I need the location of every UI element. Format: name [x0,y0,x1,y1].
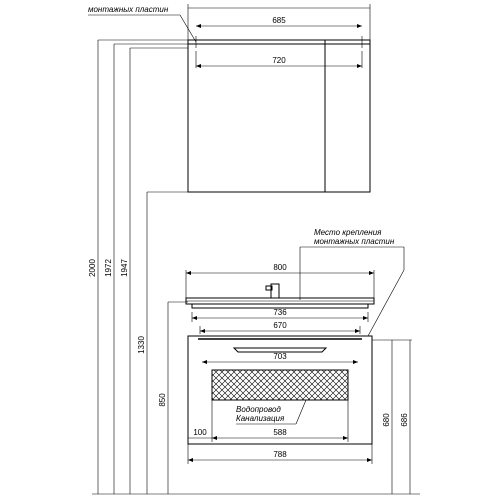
dim-670: 670 [273,321,287,330]
dim-686: 686 [400,413,409,427]
dimension-703 [202,352,358,364]
callout-mount-line1: Место крепления [314,228,382,237]
right-height-dimensions [372,340,412,494]
dim-1330: 1330 [137,336,146,354]
dim-2000: 2000 [88,259,97,277]
dim-680: 680 [382,413,391,427]
dim-850: 850 [158,393,167,407]
dim-685: 685 [272,16,286,25]
callout-top-plates [88,5,196,42]
dimension-685 [196,16,362,28]
dim-703: 703 [273,352,287,361]
dim-1972: 1972 [104,259,113,277]
dimension-720 [196,51,362,68]
plumbing-hatch [212,370,348,400]
callout-water-line1: Водопровод [236,405,281,414]
callout-water-sewage [236,400,306,424]
vanity-countertop [186,284,374,308]
callout-mount-place [300,228,404,336]
callout-water-line2: Канализация [236,414,285,423]
dim-800: 800 [273,263,287,272]
dimension-788 [188,444,372,464]
dimension-736 [192,308,368,322]
dim-588: 588 [273,428,287,437]
callout-top-plates-text: монтажных пластин [88,5,169,14]
dim-100: 100 [193,428,207,437]
dim-1947: 1947 [120,259,129,277]
dim-788: 788 [273,450,287,459]
dim-736: 736 [273,308,287,317]
callout-mount-line2: монтажных пластин [314,237,395,246]
dimension-800 [186,263,374,298]
dim-720: 720 [272,56,286,65]
dimension-670 [200,321,360,334]
